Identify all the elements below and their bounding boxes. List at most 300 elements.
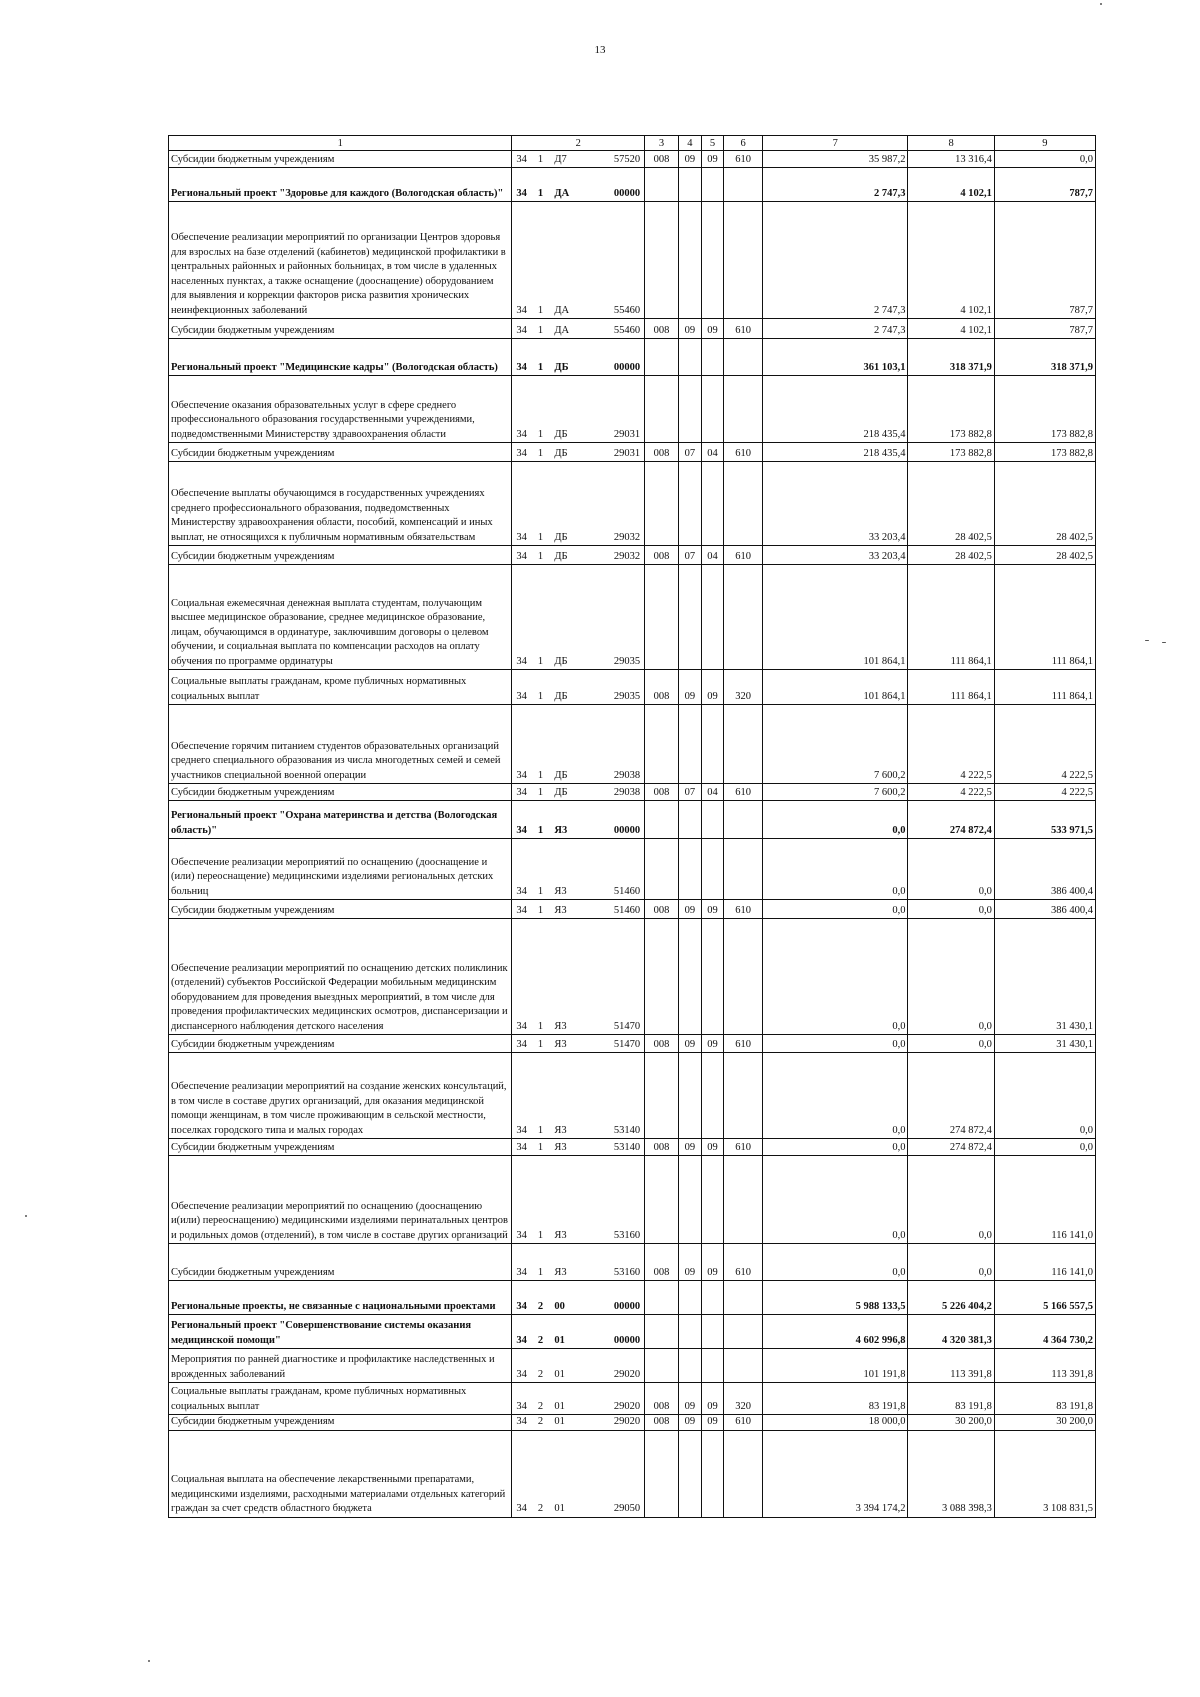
row-expense-type-cell (724, 565, 763, 670)
code-part: 1 (537, 1038, 544, 1050)
row-expense-type-cell (724, 1349, 763, 1383)
row-expense-type-cell (724, 801, 763, 839)
row-expense-type-cell (724, 1315, 763, 1349)
code-part: 34 (516, 1300, 527, 1312)
code-part: 1 (537, 1141, 544, 1153)
code-part: 00000 (613, 1300, 641, 1312)
code-part: 01 (554, 1416, 565, 1427)
row-subsection-cell: 09 (702, 1244, 724, 1281)
row-code-cell (512, 900, 645, 919)
row-amount-col8: 173 882,8 (908, 376, 994, 443)
row-name-cell: Субсидии бюджетным учреждениям (169, 443, 512, 462)
code-part: ДБ (554, 550, 568, 562)
scan-speck (25, 1215, 27, 1217)
row-expense-type-cell (724, 202, 763, 319)
row-subsection-cell: 09 (702, 1035, 724, 1053)
classification-code (514, 769, 642, 784)
row-ministry-cell: 008 (645, 1415, 679, 1431)
classification-code (514, 655, 642, 670)
header-col-2: 2 (512, 136, 645, 151)
row-amount-col7: 35 987,2 (763, 151, 908, 168)
code-part: 1 (537, 324, 544, 336)
row-amount-col9: 116 141,0 (994, 1156, 1095, 1244)
code-part: 34 (516, 1020, 527, 1032)
row-expense-type-cell (724, 376, 763, 443)
row-name-cell: Обеспечение выплаты обучающимся в государственных учреждениях среднего профессионального образования, подведомственных Министерству здравоохранения области, пособий, компенсаций и иных выплат, не относящихся к публичным нормативным обязательствам (169, 462, 512, 546)
row-subsection-cell (702, 1156, 724, 1244)
row-amount-col9: 0,0 (994, 1053, 1095, 1139)
code-part: 29031 (613, 447, 641, 459)
scan-speck (1145, 640, 1149, 641)
row-amount-col9: 4 222,5 (994, 705, 1095, 784)
code-part: 2 (537, 1503, 544, 1514)
row-amount-col7: 101 191,8 (763, 1349, 908, 1383)
scan-speck (148, 1660, 150, 1662)
row-ministry-cell (645, 376, 679, 443)
code-part: 1 (537, 550, 544, 562)
row-name-cell: Региональный проект "Медицинские кадры" (Вологодская область) (169, 339, 512, 376)
row-amount-col7: 218 435,4 (763, 443, 908, 462)
row-amount-col8: 113 391,8 (908, 1349, 994, 1383)
row-code-cell (512, 546, 645, 565)
row-code-cell (512, 319, 645, 339)
row-code-cell (512, 443, 645, 462)
row-expense-type-cell (724, 1053, 763, 1139)
row-name-cell: Субсидии бюджетным учреждениям (169, 1139, 512, 1156)
row-name-cell: Региональный проект "Здоровье для каждого (Вологодская область)" (169, 168, 512, 202)
classification-code (514, 1124, 642, 1139)
row-name-cell: Мероприятия по ранней диагностике и профилактике наследственных и врожденных заболеваний (169, 1349, 512, 1383)
row-subsection-cell (702, 919, 724, 1035)
row-amount-col8: 318 371,9 (908, 339, 994, 376)
row-code-cell (512, 839, 645, 900)
row-name-cell: Субсидии бюджетным учреждениям (169, 546, 512, 565)
row-ministry-cell: 008 (645, 1139, 679, 1156)
code-part: 00000 (613, 187, 641, 199)
row-ministry-cell: 008 (645, 1035, 679, 1053)
row-section-cell: 09 (678, 1383, 701, 1415)
row-expense-type-cell (724, 1281, 763, 1315)
row-ministry-cell (645, 462, 679, 546)
code-part: 1 (537, 361, 544, 373)
row-ministry-cell (645, 801, 679, 839)
code-part: ДБ (554, 769, 568, 781)
row-name-cell: Субсидии бюджетным учреждениям (169, 319, 512, 339)
row-subsection-cell (702, 1281, 724, 1315)
header-col-5: 5 (702, 136, 724, 151)
row-code-cell (512, 1415, 645, 1431)
header-col-6: 6 (724, 136, 763, 151)
row-section-cell (678, 705, 701, 784)
row-amount-col9: 386 400,4 (994, 900, 1095, 919)
row-section-cell (678, 565, 701, 670)
table-row (169, 202, 1096, 319)
code-part: 2 (537, 1400, 544, 1412)
row-subsection-cell: 09 (702, 1383, 724, 1415)
table-row (169, 1281, 1096, 1315)
code-part: 29032 (613, 531, 641, 543)
row-name-cell: Социальная выплата на обеспечение лекарственными препаратами, медицинскими изделиями, расходными материалами отдельных категорий граждан за счет средств областного бюджета (169, 1430, 512, 1517)
code-part: 34 (516, 1124, 527, 1136)
row-code-cell (512, 1035, 645, 1053)
classification-code (514, 904, 642, 919)
row-expense-type-cell: 610 (724, 900, 763, 919)
row-subsection-cell (702, 202, 724, 319)
row-amount-col8: 83 191,8 (908, 1383, 994, 1415)
row-amount-col8: 28 402,5 (908, 546, 994, 565)
row-ministry-cell: 008 (645, 1244, 679, 1281)
row-ministry-cell (645, 339, 679, 376)
code-part: 34 (516, 531, 527, 543)
code-part: 2 (537, 1300, 544, 1312)
row-name-cell: Социальные выплаты гражданам, кроме публичных нормативных социальных выплат (169, 670, 512, 705)
row-subsection-cell (702, 168, 724, 202)
row-section-cell (678, 168, 701, 202)
row-name-cell: Обеспечение реализации мероприятий по оснащению (дооснащение и (или) переоснащение) медицинскими изделиями региональных детских больниц (169, 839, 512, 900)
row-amount-col7: 83 191,8 (763, 1383, 908, 1415)
row-code-cell (512, 151, 645, 168)
row-name-cell: Социальные выплаты гражданам, кроме публичных нормативных социальных выплат (169, 1383, 512, 1415)
code-part: 00 (554, 1300, 565, 1312)
code-part: 29035 (613, 655, 641, 667)
row-amount-col8: 111 864,1 (908, 565, 994, 670)
code-part: 34 (516, 885, 527, 897)
row-ministry-cell (645, 1053, 679, 1139)
code-part: 01 (554, 1503, 565, 1514)
row-amount-col7: 3 394 174,2 (763, 1430, 908, 1517)
row-code-cell (512, 1383, 645, 1415)
row-amount-col7: 2 747,3 (763, 319, 908, 339)
row-amount-col7: 0,0 (763, 900, 908, 919)
row-amount-col7: 0,0 (763, 1156, 908, 1244)
row-code-cell (512, 1139, 645, 1156)
code-part: 34 (516, 361, 527, 373)
row-subsection-cell: 09 (702, 1415, 724, 1431)
code-part: 34 (516, 904, 527, 916)
classification-code (514, 690, 642, 705)
row-name-cell: Обеспечение реализации мероприятий на создание женских консультаций, в том числе в составе других организаций, для оказания медицинской помощи женщинам, в том числе проживающим в сельской местности, поселках городского типа и малых городах (169, 1053, 512, 1139)
table-row (169, 376, 1096, 443)
code-part: 2 (537, 1334, 544, 1346)
code-part: 1 (537, 824, 544, 836)
code-part: 1 (537, 690, 544, 702)
table-row (169, 801, 1096, 839)
row-amount-col8: 4 102,1 (908, 202, 994, 319)
classification-code (514, 361, 642, 376)
row-amount-col7: 2 747,3 (763, 202, 908, 319)
row-code-cell (512, 168, 645, 202)
code-part: 53140 (613, 1141, 641, 1153)
code-part: 29038 (613, 786, 641, 798)
row-name-cell: Субсидии бюджетным учреждениям (169, 151, 512, 168)
row-section-cell (678, 1156, 701, 1244)
row-amount-col7: 33 203,4 (763, 462, 908, 546)
classification-code (514, 428, 642, 443)
row-section-cell: 09 (678, 319, 701, 339)
row-expense-type-cell (724, 168, 763, 202)
classification-code (514, 324, 642, 339)
code-part: 1 (537, 428, 544, 440)
code-part: 34 (516, 447, 527, 459)
row-subsection-cell (702, 1349, 724, 1383)
row-code-cell (512, 376, 645, 443)
code-part: 34 (516, 1416, 527, 1427)
row-code-cell (512, 1156, 645, 1244)
row-subsection-cell: 09 (702, 151, 724, 168)
row-subsection-cell (702, 376, 724, 443)
row-amount-col9: 30 200,0 (994, 1415, 1095, 1431)
row-section-cell: 09 (678, 1139, 701, 1156)
row-section-cell: 09 (678, 1244, 701, 1281)
code-part: ДБ (554, 361, 569, 373)
classification-code (514, 1229, 642, 1244)
row-amount-col9: 787,7 (994, 168, 1095, 202)
header-col-9: 9 (994, 136, 1095, 151)
row-code-cell (512, 784, 645, 801)
code-part: Я3 (554, 1266, 567, 1278)
row-code-cell (512, 1244, 645, 1281)
row-expense-type-cell: 610 (724, 151, 763, 168)
row-subsection-cell (702, 339, 724, 376)
row-amount-col9: 116 141,0 (994, 1244, 1095, 1281)
row-expense-type-cell: 610 (724, 1139, 763, 1156)
row-ministry-cell: 008 (645, 443, 679, 462)
row-amount-col8: 0,0 (908, 919, 994, 1035)
code-part: 1 (537, 786, 544, 798)
row-name-cell: Обеспечение реализации мероприятий по оснащению детских поликлиник (отделений) субъектов Российской Федерации мобильным медицинским оборудованием для проведения выездных мероприятий, в том числе для проведения профилактических медицинских осмотров, диспансеризации и диспансерного наблюдения детского населения (169, 919, 512, 1035)
row-amount-col8: 111 864,1 (908, 670, 994, 705)
row-subsection-cell (702, 801, 724, 839)
row-code-cell (512, 1430, 645, 1517)
code-part: Я3 (554, 1124, 567, 1136)
code-part: 34 (516, 1503, 527, 1514)
code-part: 34 (516, 690, 527, 702)
row-amount-col8: 173 882,8 (908, 443, 994, 462)
row-amount-col9: 111 864,1 (994, 565, 1095, 670)
row-amount-col7: 7 600,2 (763, 705, 908, 784)
table-row (169, 462, 1096, 546)
code-part: Я3 (554, 904, 567, 916)
row-amount-col8: 4 320 381,3 (908, 1315, 994, 1349)
row-expense-type-cell (724, 462, 763, 546)
code-part: 51460 (613, 885, 641, 897)
code-part: 1 (537, 1266, 544, 1278)
table-row (169, 1035, 1096, 1053)
code-part: 29020 (613, 1400, 641, 1412)
table-row (169, 1244, 1096, 1281)
code-part: 53140 (613, 1124, 641, 1136)
row-name-cell: Региональные проекты, не связанные с национальными проектами (169, 1281, 512, 1315)
row-amount-col8: 13 316,4 (908, 151, 994, 168)
code-part: 1 (537, 531, 544, 543)
row-amount-col8: 0,0 (908, 1156, 994, 1244)
row-subsection-cell (702, 1315, 724, 1349)
row-section-cell (678, 462, 701, 546)
classification-code (514, 1300, 642, 1315)
classification-code (514, 1400, 642, 1415)
header-row (169, 136, 1096, 151)
row-ministry-cell: 008 (645, 670, 679, 705)
row-section-cell (678, 919, 701, 1035)
row-subsection-cell (702, 462, 724, 546)
classification-code (514, 447, 642, 462)
row-amount-col7: 7 600,2 (763, 784, 908, 801)
code-part: ДБ (554, 447, 568, 459)
row-amount-col9: 111 864,1 (994, 670, 1095, 705)
code-part: 2 (537, 1368, 544, 1380)
code-part: 34 (516, 769, 527, 781)
row-subsection-cell: 09 (702, 319, 724, 339)
code-part: 1 (537, 885, 544, 897)
row-amount-col9: 787,7 (994, 202, 1095, 319)
row-code-cell (512, 705, 645, 784)
row-ministry-cell (645, 168, 679, 202)
row-amount-col7: 0,0 (763, 1244, 908, 1281)
classification-code (514, 187, 642, 202)
row-amount-col7: 0,0 (763, 1139, 908, 1156)
row-amount-col7: 101 864,1 (763, 565, 908, 670)
code-part: 34 (516, 1229, 527, 1241)
table-row (169, 565, 1096, 670)
table-row (169, 900, 1096, 919)
row-expense-type-cell: 610 (724, 1415, 763, 1431)
header-col-7: 7 (763, 136, 908, 151)
row-expense-type-cell: 610 (724, 443, 763, 462)
row-amount-col9: 83 191,8 (994, 1383, 1095, 1415)
row-ministry-cell (645, 705, 679, 784)
table-row (169, 1415, 1096, 1431)
code-part: 1 (537, 1020, 544, 1032)
row-amount-col9: 5 166 557,5 (994, 1281, 1095, 1315)
row-expense-type-cell: 610 (724, 319, 763, 339)
code-part: 00000 (613, 361, 641, 373)
code-part: 34 (516, 786, 527, 798)
code-part: 29038 (613, 769, 641, 781)
table-row (169, 339, 1096, 376)
classification-code (514, 1141, 642, 1156)
row-expense-type-cell: 610 (724, 784, 763, 801)
row-amount-col7: 0,0 (763, 801, 908, 839)
code-part: 29032 (613, 550, 641, 562)
row-ministry-cell (645, 202, 679, 319)
code-part: 2 (537, 1416, 544, 1427)
code-part: 34 (516, 1334, 527, 1346)
row-code-cell (512, 565, 645, 670)
row-expense-type-cell (724, 705, 763, 784)
row-ministry-cell: 008 (645, 319, 679, 339)
row-amount-col8: 4 102,1 (908, 319, 994, 339)
row-amount-col9: 4 222,5 (994, 784, 1095, 801)
row-amount-col8: 28 402,5 (908, 462, 994, 546)
code-part: 53160 (613, 1266, 641, 1278)
row-amount-col9: 787,7 (994, 319, 1095, 339)
row-amount-col9: 533 971,5 (994, 801, 1095, 839)
code-part: 1 (537, 447, 544, 459)
row-name-cell: Субсидии бюджетным учреждениям (169, 1415, 512, 1431)
row-expense-type-cell: 610 (724, 1035, 763, 1053)
table-row (169, 1430, 1096, 1517)
row-subsection-cell (702, 839, 724, 900)
code-part: 34 (516, 428, 527, 440)
row-section-cell (678, 376, 701, 443)
table-row (169, 319, 1096, 339)
code-part: Я3 (554, 1020, 567, 1032)
row-amount-col8: 30 200,0 (908, 1415, 994, 1431)
row-amount-col7: 0,0 (763, 839, 908, 900)
code-part: 55460 (613, 324, 641, 336)
code-part: ДБ (554, 786, 568, 798)
row-subsection-cell: 04 (702, 784, 724, 801)
code-part: 29050 (613, 1503, 641, 1514)
row-amount-col8: 4 102,1 (908, 168, 994, 202)
budget-table (168, 135, 1096, 1518)
row-ministry-cell (645, 839, 679, 900)
code-part: 55460 (613, 304, 641, 316)
row-amount-col7: 33 203,4 (763, 546, 908, 565)
row-name-cell: Региональный проект "Охрана материнства и детства (Вологодская область)" (169, 801, 512, 839)
code-part: 34 (516, 153, 527, 165)
code-part: ДБ (554, 655, 568, 667)
code-part: 34 (516, 550, 527, 562)
table-row (169, 839, 1096, 900)
code-part: 1 (537, 769, 544, 781)
classification-code (514, 786, 642, 801)
row-section-cell (678, 202, 701, 319)
code-part: 34 (516, 1141, 527, 1153)
row-amount-col9: 28 402,5 (994, 462, 1095, 546)
row-subsection-cell: 09 (702, 1139, 724, 1156)
row-section-cell (678, 1315, 701, 1349)
table-row (169, 443, 1096, 462)
code-part: ДА (554, 304, 570, 316)
classification-code (514, 1020, 642, 1035)
row-amount-col9: 386 400,4 (994, 839, 1095, 900)
code-part: 51470 (613, 1020, 641, 1032)
row-name-cell: Субсидии бюджетным учреждениям (169, 784, 512, 801)
row-section-cell (678, 801, 701, 839)
classification-code (514, 153, 642, 168)
row-amount-col8: 274 872,4 (908, 801, 994, 839)
header-col-4: 4 (678, 136, 701, 151)
row-subsection-cell: 04 (702, 443, 724, 462)
code-part: Я3 (554, 1229, 567, 1241)
code-part: 57520 (613, 153, 641, 165)
row-section-cell: 07 (678, 784, 701, 801)
code-part: Я3 (554, 1038, 567, 1050)
code-part: 00000 (613, 824, 641, 836)
row-expense-type-cell (724, 919, 763, 1035)
row-amount-col8: 4 222,5 (908, 705, 994, 784)
row-expense-type-cell (724, 1156, 763, 1244)
row-code-cell (512, 801, 645, 839)
row-amount-col7: 0,0 (763, 1035, 908, 1053)
row-expense-type-cell: 610 (724, 546, 763, 565)
scan-speck (1100, 3, 1102, 5)
header-col-3: 3 (645, 136, 679, 151)
row-code-cell (512, 462, 645, 546)
classification-code (514, 824, 642, 839)
row-section-cell: 09 (678, 1415, 701, 1431)
table-row (169, 1349, 1096, 1383)
row-expense-type-cell: 320 (724, 670, 763, 705)
code-part: 34 (516, 824, 527, 836)
code-part: 51470 (613, 1038, 641, 1050)
row-amount-col9: 31 430,1 (994, 1035, 1095, 1053)
code-part: 1 (537, 1124, 544, 1136)
row-amount-col9: 4 364 730,2 (994, 1315, 1095, 1349)
row-section-cell: 09 (678, 1035, 701, 1053)
row-amount-col8: 3 088 398,3 (908, 1430, 994, 1517)
